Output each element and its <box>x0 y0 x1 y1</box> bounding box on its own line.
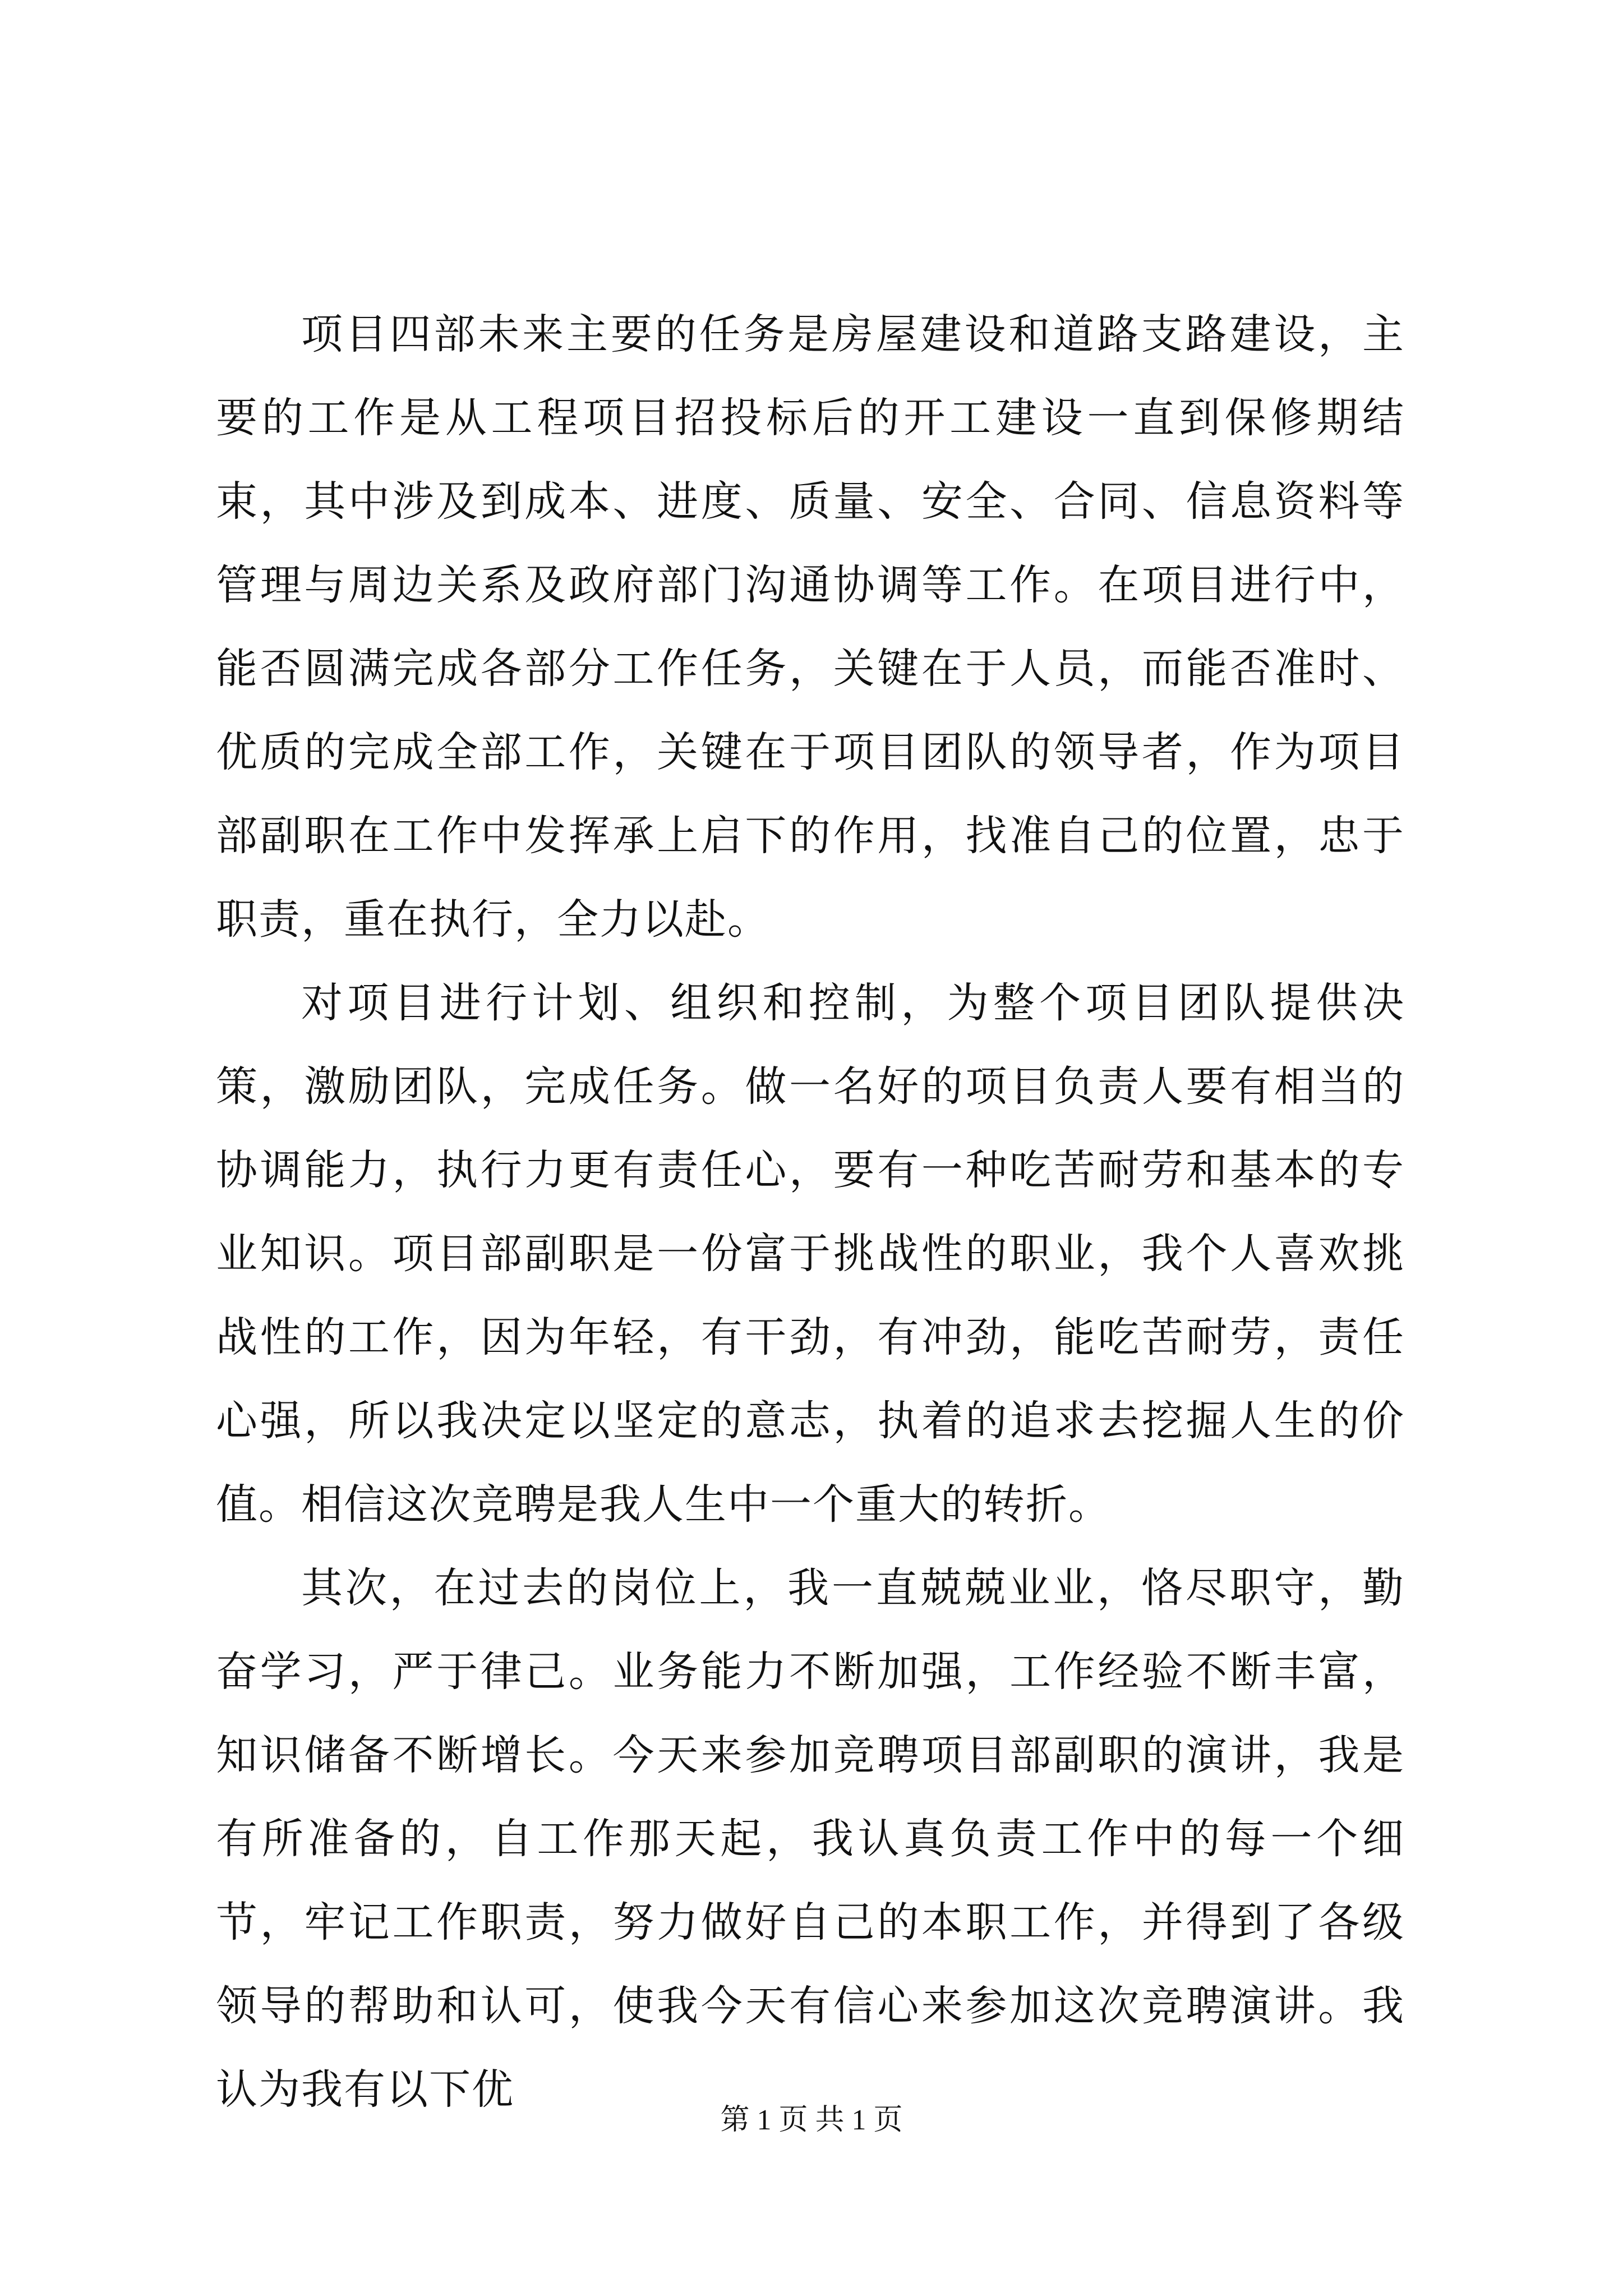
paragraph-2: 对项目进行计划、组织和控制，为整个项目团队提供决策，激励团队，完成任务。做一名好的项目负责人要有相当的协调能力，执行力更有责任心，要有一种吃苦耐劳和基本的专业知识。项目部副职是一份富于挑战性的职业，我个人喜欢挑战性的工作，因为年轻，有干劲，有冲劲，能吃苦耐劳，责任心强，所以我决定以坚定的意志，执着的追求去挖掘人生的价值。相信这次竞聘是我人生中一个重大的转折。 <box>216 979 1405 1529</box>
page-footer: 第 1 页 共 1 页 <box>720 2104 903 2136</box>
document-body <box>216 293 1405 2132</box>
paragraph-1: 项目四部未来主要的任务是房屋建设和道路支路建设，主要的工作是从工程项目招投标后的开工建设一直到保修期结束，其中涉及到成本、进度、质量、安全、合同、信息资料等管理与周边关系及政府部门沟通协调等工作。在项目进行中，能否圆满完成各部分工作任务，关键在于人员，而能否准时、优质的完成全部工作，关键在于项目团队的领导者，作为项目部副职在工作中发挥承上启下的作用，找准自己的位置，忠于职责，重在执行，全力以赴。 <box>216 310 1405 944</box>
paragraph-3: 其次，在过去的岗位上，我一直兢兢业业，恪尽职守，勤奋学习，严于律己。业务能力不断加强，工作经验不断丰富，知识储备不断增长。今天来参加竞聘项目部副职的演讲，我是有所准备的，自工作那天起，我认真负责工作中的每一个细节，牢记工作职责，努力做好自己的本职工作，并得到了各级领导的帮助和认可，使我今天有信心来参加这次竞聘演讲。我认为我有以下优 <box>216 1564 1405 2114</box>
